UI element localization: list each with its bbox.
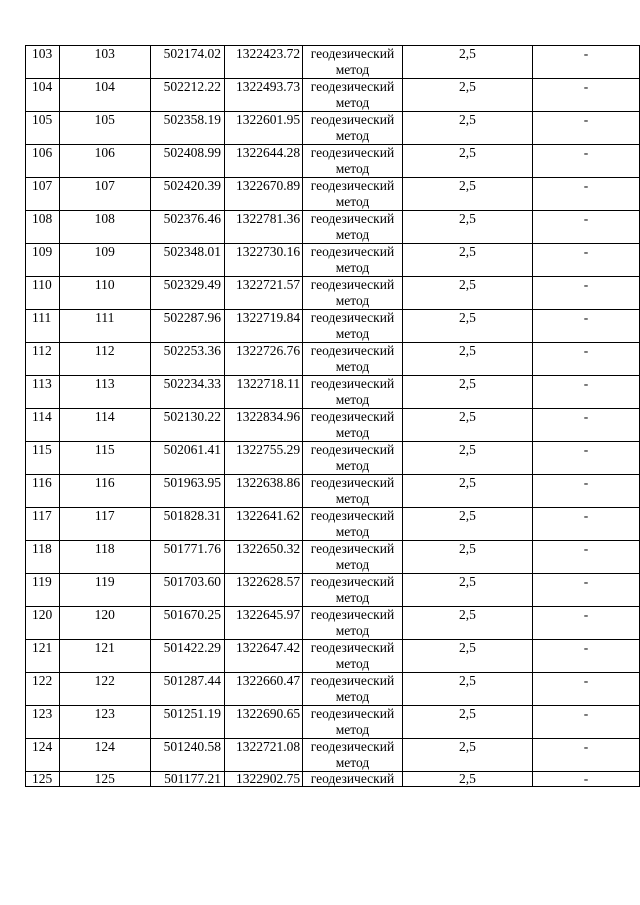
y-coordinate-cell: 1322690.65 <box>224 706 302 739</box>
precision-cell: 2,5 <box>402 376 532 409</box>
description-cell: - <box>532 772 639 787</box>
point-number-cell: 112 <box>59 343 150 376</box>
description-cell: - <box>532 178 639 211</box>
precision-cell: 2,5 <box>402 277 532 310</box>
method-cell <box>303 574 403 607</box>
table-row <box>26 541 640 574</box>
method-cell <box>303 541 403 574</box>
method-text-line2: метод <box>335 590 370 605</box>
method-cell <box>303 112 403 145</box>
description-cell: - <box>532 640 639 673</box>
y-coordinate-cell: 1322755.29 <box>224 442 302 475</box>
row-number-cell: 116 <box>26 475 60 508</box>
row-number-cell: 121 <box>26 640 60 673</box>
row-number-cell: 110 <box>26 277 60 310</box>
method-text-line2: метод <box>335 392 370 407</box>
y-coordinate-cell: 1322660.47 <box>224 673 302 706</box>
method-cell <box>303 244 403 277</box>
y-coordinate-cell: 1322647.42 <box>224 640 302 673</box>
y-coordinate-cell: 1322628.57 <box>224 574 302 607</box>
row-number-cell: 114 <box>26 409 60 442</box>
point-number-cell: 122 <box>59 673 150 706</box>
row-number-cell: 118 <box>26 541 60 574</box>
method-cell <box>303 376 403 409</box>
x-coordinate-cell: 501240.58 <box>150 739 224 772</box>
table-row <box>26 574 640 607</box>
table-row <box>26 772 640 787</box>
method-text-line1: геодезический <box>310 277 395 292</box>
method-text-line1: геодезический <box>310 178 395 193</box>
method-text-line1: геодезический <box>310 541 395 556</box>
table-row <box>26 475 640 508</box>
description-cell: - <box>532 607 639 640</box>
x-coordinate-cell: 502061.41 <box>150 442 224 475</box>
description-cell: - <box>532 673 639 706</box>
y-coordinate-cell: 1322834.96 <box>224 409 302 442</box>
description-cell: - <box>532 574 639 607</box>
x-coordinate-cell: 501287.44 <box>150 673 224 706</box>
x-coordinate-cell: 501703.60 <box>150 574 224 607</box>
table-row <box>26 508 640 541</box>
description-cell: - <box>532 112 639 145</box>
table-row <box>26 244 640 277</box>
x-coordinate-cell: 501422.29 <box>150 640 224 673</box>
description-cell: - <box>532 277 639 310</box>
x-coordinate-cell: 502234.33 <box>150 376 224 409</box>
method-text-line2: метод <box>335 524 370 539</box>
point-number-cell: 123 <box>59 706 150 739</box>
row-number-cell: 104 <box>26 79 60 112</box>
method-text-line2: метод <box>335 128 370 143</box>
precision-cell: 2,5 <box>402 772 532 787</box>
method-text-line1: геодезический <box>310 343 395 358</box>
y-coordinate-cell: 1322719.84 <box>224 310 302 343</box>
description-cell: - <box>532 376 639 409</box>
table-row <box>26 211 640 244</box>
precision-cell: 2,5 <box>402 541 532 574</box>
precision-cell: 2,5 <box>402 112 532 145</box>
precision-cell: 2,5 <box>402 145 532 178</box>
method-text-line1: геодезический <box>310 310 395 325</box>
row-number-cell: 111 <box>26 310 60 343</box>
row-number-cell: 108 <box>26 211 60 244</box>
point-number-cell: 124 <box>59 739 150 772</box>
x-coordinate-cell: 501251.19 <box>150 706 224 739</box>
point-number-cell: 116 <box>59 475 150 508</box>
method-text-line2: метод <box>335 359 370 374</box>
y-coordinate-cell: 1322638.86 <box>224 475 302 508</box>
precision-cell: 2,5 <box>402 343 532 376</box>
method-text-line2: метод <box>335 161 370 176</box>
x-coordinate-cell: 501771.76 <box>150 541 224 574</box>
x-coordinate-cell: 502174.02 <box>150 46 224 79</box>
point-number-cell: 118 <box>59 541 150 574</box>
row-number-cell: 122 <box>26 673 60 706</box>
method-text-line2: метод <box>335 722 370 737</box>
method-cell <box>303 739 403 772</box>
row-number-cell: 106 <box>26 145 60 178</box>
precision-cell: 2,5 <box>402 310 532 343</box>
precision-cell: 2,5 <box>402 508 532 541</box>
precision-cell: 2,5 <box>402 640 532 673</box>
x-coordinate-cell: 502130.22 <box>150 409 224 442</box>
table-row <box>26 343 640 376</box>
x-coordinate-cell: 502348.01 <box>150 244 224 277</box>
method-text-line1: геодезический <box>310 79 395 94</box>
row-number-cell: 123 <box>26 706 60 739</box>
x-coordinate-cell: 502376.46 <box>150 211 224 244</box>
x-coordinate-cell: 502329.49 <box>150 277 224 310</box>
table-row <box>26 277 640 310</box>
method-cell <box>303 607 403 640</box>
row-number-cell: 109 <box>26 244 60 277</box>
method-cell <box>303 508 403 541</box>
x-coordinate-cell: 501828.31 <box>150 508 224 541</box>
precision-cell: 2,5 <box>402 442 532 475</box>
point-number-cell: 120 <box>59 607 150 640</box>
y-coordinate-cell: 1322645.97 <box>224 607 302 640</box>
y-coordinate-cell: 1322670.89 <box>224 178 302 211</box>
method-cell <box>303 409 403 442</box>
method-text-line2: метод <box>335 293 370 308</box>
y-coordinate-cell: 1322641.62 <box>224 508 302 541</box>
description-cell: - <box>532 739 639 772</box>
table-row <box>26 673 640 706</box>
table-row <box>26 739 640 772</box>
table-row <box>26 640 640 673</box>
y-coordinate-cell: 1322718.11 <box>224 376 302 409</box>
method-text-line2: метод <box>335 227 370 242</box>
method-cell <box>303 211 403 244</box>
method-text-line2: метод <box>335 689 370 704</box>
table-row <box>26 145 640 178</box>
table-row <box>26 178 640 211</box>
row-number-cell: 105 <box>26 112 60 145</box>
point-number-cell: 114 <box>59 409 150 442</box>
table-row <box>26 706 640 739</box>
point-number-cell: 113 <box>59 376 150 409</box>
method-cell <box>303 178 403 211</box>
point-number-cell: 121 <box>59 640 150 673</box>
row-number-cell: 112 <box>26 343 60 376</box>
method-text-line2: метод <box>335 491 370 506</box>
method-text-line1: геодезический <box>310 112 395 127</box>
method-text-line1: геодезический <box>310 508 395 523</box>
description-cell: - <box>532 79 639 112</box>
method-text-line1: геодезический <box>310 409 395 424</box>
precision-cell: 2,5 <box>402 244 532 277</box>
row-number-cell: 103 <box>26 46 60 79</box>
precision-cell: 2,5 <box>402 739 532 772</box>
method-text-line2: метод <box>335 458 370 473</box>
method-text-line2: метод <box>335 194 370 209</box>
method-text-line2: метод <box>335 623 370 638</box>
method-text-line2: метод <box>335 260 370 275</box>
method-cell <box>303 79 403 112</box>
description-cell: - <box>532 310 639 343</box>
description-cell: - <box>532 706 639 739</box>
coordinates-table <box>25 45 640 787</box>
method-text-line1: геодезический <box>310 771 395 786</box>
y-coordinate-cell: 1322726.76 <box>224 343 302 376</box>
y-coordinate-cell: 1322493.73 <box>224 79 302 112</box>
point-number-cell: 106 <box>59 145 150 178</box>
method-text-line2: метод <box>335 62 370 77</box>
table-row <box>26 442 640 475</box>
point-number-cell: 111 <box>59 310 150 343</box>
y-coordinate-cell: 1322730.16 <box>224 244 302 277</box>
table-row <box>26 376 640 409</box>
table-row <box>26 112 640 145</box>
method-cell <box>303 277 403 310</box>
y-coordinate-cell: 1322650.32 <box>224 541 302 574</box>
method-text-line1: геодезический <box>310 376 395 391</box>
row-number-cell: 120 <box>26 607 60 640</box>
point-number-cell: 119 <box>59 574 150 607</box>
precision-cell: 2,5 <box>402 574 532 607</box>
precision-cell: 2,5 <box>402 211 532 244</box>
table-row <box>26 79 640 112</box>
method-text-line2: метод <box>335 656 370 671</box>
method-cell <box>303 343 403 376</box>
method-text-line1: геодезический <box>310 640 395 655</box>
table-row <box>26 310 640 343</box>
method-text-line2: метод <box>335 557 370 572</box>
method-text-line1: геодезический <box>310 46 395 61</box>
row-number-cell: 115 <box>26 442 60 475</box>
row-number-cell: 125 <box>26 772 60 787</box>
row-number-cell: 107 <box>26 178 60 211</box>
precision-cell: 2,5 <box>402 706 532 739</box>
precision-cell: 2,5 <box>402 178 532 211</box>
x-coordinate-cell: 502358.19 <box>150 112 224 145</box>
method-text-line2: метод <box>335 95 370 110</box>
method-text-line1: геодезический <box>310 574 395 589</box>
row-number-cell: 124 <box>26 739 60 772</box>
x-coordinate-cell: 501963.95 <box>150 475 224 508</box>
row-number-cell: 113 <box>26 376 60 409</box>
x-coordinate-cell: 502420.39 <box>150 178 224 211</box>
point-number-cell: 105 <box>59 112 150 145</box>
method-cell <box>303 310 403 343</box>
x-coordinate-cell: 502287.96 <box>150 310 224 343</box>
precision-cell: 2,5 <box>402 607 532 640</box>
point-number-cell: 110 <box>59 277 150 310</box>
precision-cell: 2,5 <box>402 409 532 442</box>
point-number-cell: 107 <box>59 178 150 211</box>
y-coordinate-cell: 1322644.28 <box>224 145 302 178</box>
description-cell: - <box>532 343 639 376</box>
method-cell <box>303 46 403 79</box>
description-cell: - <box>532 541 639 574</box>
description-cell: - <box>532 442 639 475</box>
method-text-line2: метод <box>335 755 370 770</box>
precision-cell: 2,5 <box>402 79 532 112</box>
method-text-line1: геодезический <box>310 673 395 688</box>
x-coordinate-cell: 502253.36 <box>150 343 224 376</box>
method-text-line1: геодезический <box>310 145 395 160</box>
table-row <box>26 607 640 640</box>
y-coordinate-cell: 1322721.57 <box>224 277 302 310</box>
method-cell <box>303 772 403 787</box>
method-cell <box>303 640 403 673</box>
method-text-line2: метод <box>335 425 370 440</box>
x-coordinate-cell: 501177.21 <box>150 772 224 787</box>
method-cell <box>303 145 403 178</box>
coordinates-table-body <box>26 46 640 787</box>
method-text-line1: геодезический <box>310 607 395 622</box>
description-cell: - <box>532 211 639 244</box>
method-cell <box>303 475 403 508</box>
y-coordinate-cell: 1322721.08 <box>224 739 302 772</box>
point-number-cell: 115 <box>59 442 150 475</box>
method-text-line1: геодезический <box>310 706 395 721</box>
point-number-cell: 117 <box>59 508 150 541</box>
precision-cell: 2,5 <box>402 673 532 706</box>
y-coordinate-cell: 1322902.75 <box>224 772 302 787</box>
precision-cell: 2,5 <box>402 46 532 79</box>
point-number-cell: 104 <box>59 79 150 112</box>
y-coordinate-cell: 1322781.36 <box>224 211 302 244</box>
x-coordinate-cell: 502212.22 <box>150 79 224 112</box>
table-row <box>26 409 640 442</box>
y-coordinate-cell: 1322423.72 <box>224 46 302 79</box>
x-coordinate-cell: 501670.25 <box>150 607 224 640</box>
method-text-line2: метод <box>335 326 370 341</box>
description-cell: - <box>532 409 639 442</box>
table-row <box>26 46 640 79</box>
method-text-line1: геодезический <box>310 211 395 226</box>
point-number-cell: 109 <box>59 244 150 277</box>
point-number-cell: 125 <box>59 772 150 787</box>
row-number-cell: 119 <box>26 574 60 607</box>
description-cell: - <box>532 475 639 508</box>
method-text-line1: геодезический <box>310 244 395 259</box>
method-cell <box>303 442 403 475</box>
description-cell: - <box>532 244 639 277</box>
x-coordinate-cell: 502408.99 <box>150 145 224 178</box>
precision-cell: 2,5 <box>402 475 532 508</box>
y-coordinate-cell: 1322601.95 <box>224 112 302 145</box>
description-cell: - <box>532 145 639 178</box>
description-cell: - <box>532 46 639 79</box>
method-cell <box>303 706 403 739</box>
row-number-cell: 117 <box>26 508 60 541</box>
method-text-line1: геодезический <box>310 475 395 490</box>
point-number-cell: 108 <box>59 211 150 244</box>
point-number-cell: 103 <box>59 46 150 79</box>
method-text-line1: геодезический <box>310 739 395 754</box>
description-cell: - <box>532 508 639 541</box>
method-text-line1: геодезический <box>310 442 395 457</box>
method-cell <box>303 673 403 706</box>
